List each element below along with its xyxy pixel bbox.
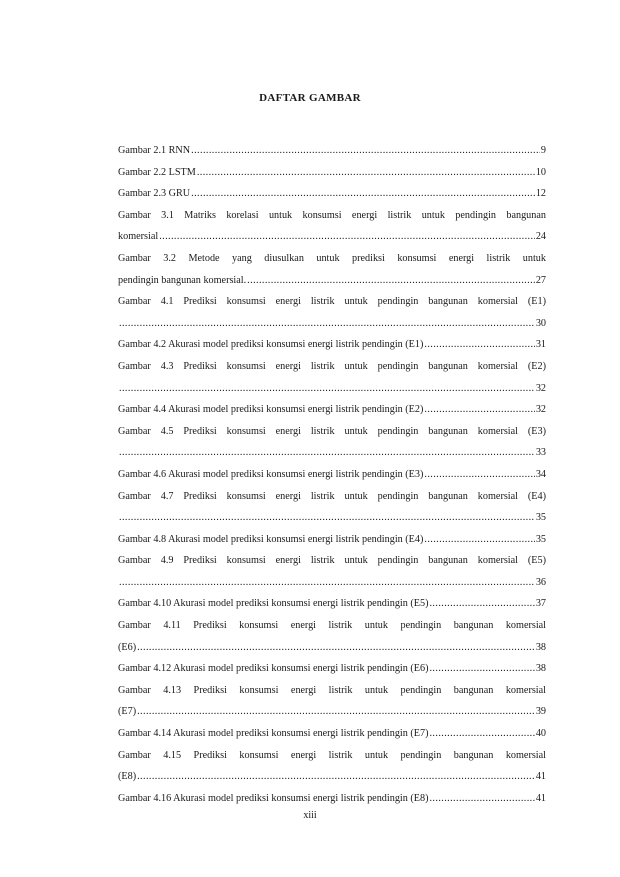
- toc-entry[interactable]: [118, 680, 546, 723]
- toc-entry-title: (E6): [118, 641, 137, 653]
- toc-row: [118, 637, 546, 659]
- dot-leader: [429, 788, 534, 810]
- toc-entry[interactable]: [118, 356, 546, 399]
- dot-leader: [191, 140, 540, 162]
- toc-entry[interactable]: [118, 421, 546, 464]
- toc-entry-title: Gambar 4.4 Akurasi model prediksi konsumsi energi listrik pendingin (E2): [118, 404, 424, 416]
- toc-entry-title-line: Gambar 4.13 Prediksi konsumsi energi listrik untuk pendingin bangunan komersial: [118, 684, 546, 696]
- toc-entry[interactable]: [118, 550, 546, 593]
- toc-entry-title-line: Gambar 4.5 Prediksi konsumsi energi listrik untuk pendingin bangunan komersial (E3): [118, 425, 546, 437]
- toc-entry[interactable]: [118, 615, 546, 658]
- toc-entry[interactable]: [118, 399, 546, 421]
- list-of-figures: [118, 140, 546, 809]
- toc-entry[interactable]: [118, 723, 546, 745]
- dot-leader: [119, 572, 535, 594]
- toc-row: [118, 378, 546, 400]
- toc-entry-title: Gambar 2.3 GRU: [118, 188, 191, 200]
- toc-entry[interactable]: [118, 788, 546, 810]
- toc-row: [118, 572, 546, 594]
- toc-page-number: 38: [535, 663, 546, 675]
- toc-row: [118, 334, 546, 356]
- toc-entry-title: Gambar 4.8 Akurasi model prediksi konsumsi energi listrik pendingin (E4): [118, 533, 424, 545]
- dot-leader: [424, 399, 534, 421]
- toc-entry[interactable]: [118, 162, 546, 184]
- toc-entry[interactable]: [118, 658, 546, 680]
- toc-entry[interactable]: [118, 140, 546, 162]
- dot-leader: [424, 529, 534, 551]
- page-title: DAFTAR GAMBAR: [259, 92, 361, 104]
- dot-leader: [137, 701, 535, 723]
- toc-entry[interactable]: [118, 486, 546, 529]
- dot-leader: [191, 183, 535, 205]
- toc-page-number: 31: [535, 339, 546, 351]
- dot-leader: [429, 658, 534, 680]
- toc-entry-title: Gambar 2.1 RNN: [118, 145, 191, 156]
- toc-page-number: 10: [535, 166, 546, 178]
- toc-page-number: 9: [540, 145, 546, 156]
- toc-row: [118, 723, 546, 745]
- toc-row: [118, 658, 546, 680]
- toc-entry-title: (E8): [118, 771, 137, 783]
- toc-page-number: 40: [535, 728, 546, 740]
- toc-entry[interactable]: [118, 291, 546, 334]
- toc-entry-title: Gambar 4.10 Akurasi model prediksi konsumsi energi listrik pendingin (E5): [118, 598, 429, 610]
- dot-leader: [197, 162, 535, 184]
- toc-page-number: 38: [535, 641, 546, 653]
- toc-entry-title: pendingin bangunan komersial.: [118, 274, 247, 286]
- toc-row: [118, 529, 546, 551]
- toc-page-number: 37: [535, 598, 546, 610]
- dot-leader: [137, 637, 535, 659]
- dot-leader: [247, 270, 535, 292]
- toc-entry-title: Gambar 2.2 LSTM: [118, 166, 196, 178]
- toc-entry-title: komersial: [118, 231, 159, 243]
- toc-entry[interactable]: [118, 205, 546, 248]
- dot-leader: [119, 313, 535, 335]
- toc-entry-title: Gambar 4.6 Akurasi model prediksi konsumsi energi listrik pendingin (E3): [118, 468, 424, 480]
- toc-entry[interactable]: [118, 529, 546, 551]
- toc-page-number: 12: [535, 188, 546, 200]
- toc-entry[interactable]: [118, 464, 546, 486]
- toc-page-number: 39: [535, 706, 546, 718]
- toc-row: [118, 226, 546, 248]
- toc-entry[interactable]: [118, 593, 546, 615]
- dot-leader: [424, 464, 534, 486]
- toc-entry-title-line: Gambar 4.3 Prediksi konsumsi energi listrik untuk pendingin bangunan komersial (E2): [118, 360, 546, 372]
- dot-leader: [159, 226, 535, 248]
- dot-leader: [119, 378, 535, 400]
- toc-page-number: 32: [535, 404, 546, 416]
- toc-row: [118, 183, 546, 205]
- toc-row: [118, 442, 546, 464]
- toc-entry-title-line: Gambar 3.1 Matriks korelasi untuk konsumsi energi listrik untuk pendingin bangunan: [118, 209, 546, 221]
- toc-row: [118, 593, 546, 615]
- toc-page-number: 27: [535, 274, 546, 286]
- toc-entry-title: (E7): [118, 706, 137, 718]
- toc-row: [118, 701, 546, 723]
- toc-row: [118, 766, 546, 788]
- toc-row: [118, 788, 546, 810]
- toc-entry-title-line: Gambar 4.11 Prediksi konsumsi energi listrik untuk pendingin bangunan komersial: [118, 620, 546, 632]
- toc-page-number: 33: [535, 447, 546, 459]
- dot-leader: [119, 442, 535, 464]
- toc-entry-title-line: Gambar 4.9 Prediksi konsumsi energi listrik untuk pendingin bangunan komersial (E5): [118, 555, 546, 567]
- toc-row: [118, 140, 546, 162]
- toc-entry-title: Gambar 4.14 Akurasi model prediksi konsumsi energi listrik pendingin (E7): [118, 728, 429, 740]
- dot-leader: [137, 766, 535, 788]
- toc-entry[interactable]: [118, 745, 546, 788]
- toc-page-number: 34: [535, 468, 546, 480]
- toc-entry-title: Gambar 4.16 Akurasi model prediksi konsumsi energi listrik pendingin (E8): [118, 792, 429, 804]
- toc-entry-title-line: Gambar 3.2 Metode yang diusulkan untuk prediksi konsumsi energi listrik untuk: [118, 252, 546, 264]
- toc-row: [118, 399, 546, 421]
- toc-entry-title: Gambar 4.12 Akurasi model prediksi konsumsi energi listrik pendingin (E6): [118, 663, 429, 675]
- dot-leader: [424, 334, 534, 356]
- toc-row: [118, 313, 546, 335]
- toc-page-number: 41: [535, 792, 546, 804]
- toc-page-number: 36: [535, 576, 546, 588]
- page-number: xiii: [303, 810, 317, 821]
- toc-entry[interactable]: [118, 248, 546, 291]
- toc-row: [118, 464, 546, 486]
- toc-page-number: 24: [535, 231, 546, 243]
- dot-leader: [429, 723, 534, 745]
- toc-row: [118, 270, 546, 292]
- toc-page-number: 41: [535, 771, 546, 783]
- dot-leader: [119, 507, 535, 529]
- toc-page-number: 32: [535, 382, 546, 394]
- toc-row: [118, 507, 546, 529]
- toc-entry-title-line: Gambar 4.1 Prediksi konsumsi energi listrik untuk pendingin bangunan komersial (E1): [118, 296, 546, 308]
- toc-page-number: 30: [535, 317, 546, 329]
- toc-entry[interactable]: [118, 334, 546, 356]
- toc-entry-title-line: Gambar 4.15 Prediksi konsumsi energi listrik untuk pendingin bangunan komersial: [118, 749, 546, 761]
- toc-entry[interactable]: [118, 183, 546, 205]
- dot-leader: [429, 593, 534, 615]
- toc-page-number: 35: [535, 512, 546, 524]
- toc-entry-title: Gambar 4.2 Akurasi model prediksi konsumsi energi listrik pendingin (E1): [118, 339, 424, 351]
- toc-entry-title-line: Gambar 4.7 Prediksi konsumsi energi listrik untuk pendingin bangunan komersial (E4): [118, 490, 546, 502]
- toc-row: [118, 162, 546, 184]
- toc-page-number: 35: [535, 533, 546, 545]
